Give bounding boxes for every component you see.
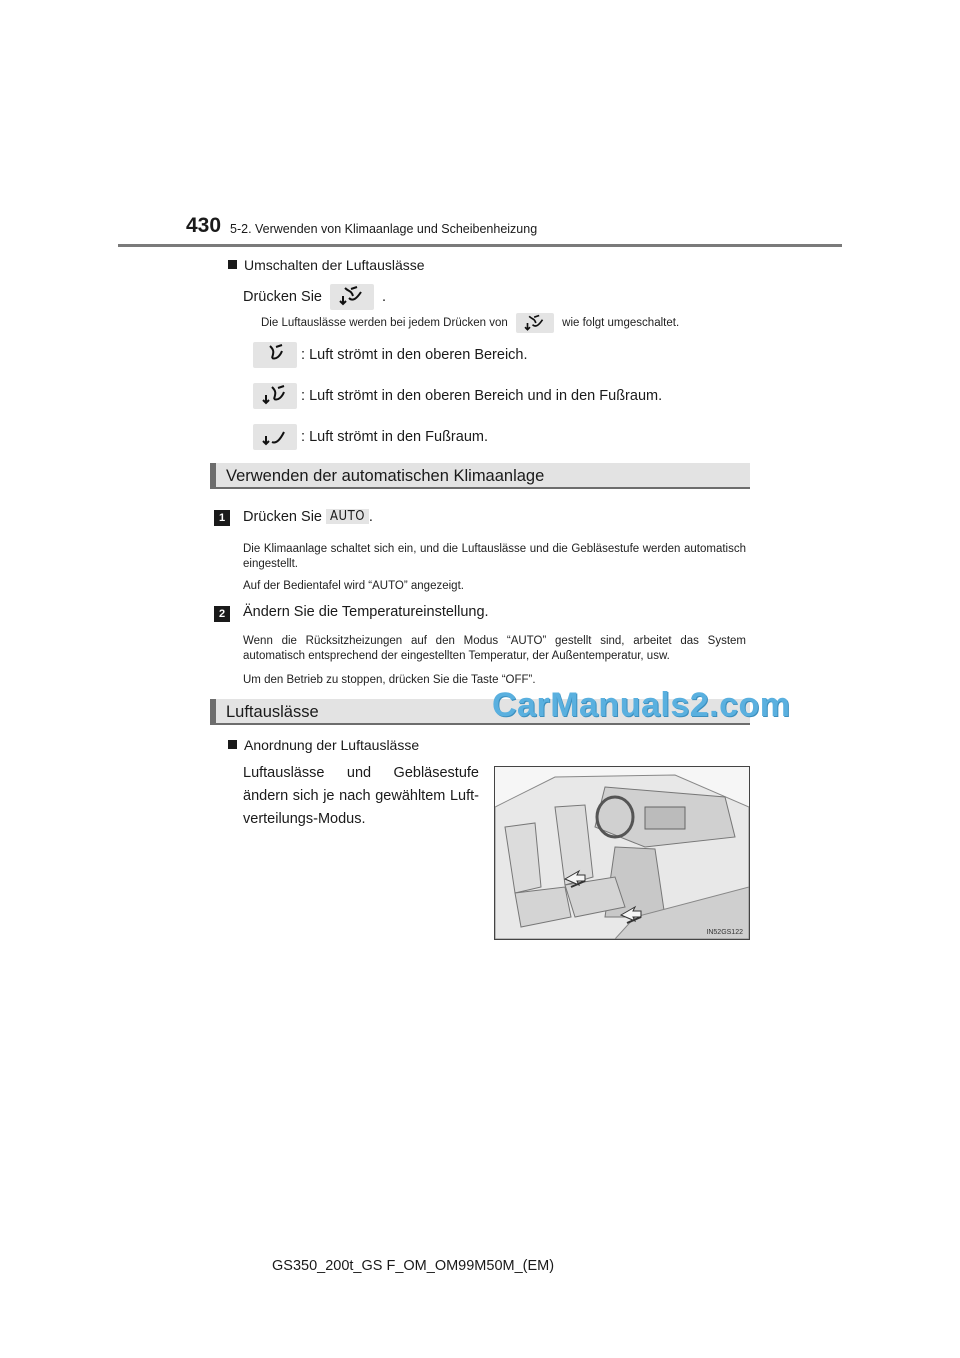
step-1-note: Die Klimaanlage schaltet sich ein, und die Luftauslässe und die Gebläsestufe werden automatisch eingestellt.	[243, 543, 746, 570]
auto-button-label: AUTO	[326, 509, 369, 524]
step-2-text: Ändern Sie die Temperatureinstellung.	[243, 604, 489, 620]
airflow-mode-button-icon	[516, 313, 554, 333]
watermark: CarManuals2.com	[492, 686, 791, 724]
step-1-text: Drücken Sie AUTO .	[243, 509, 373, 525]
header-rule	[118, 244, 842, 247]
footer-code: GS350_200t_GS F_OM_OM99M50M_(EM)	[272, 1258, 555, 1274]
square-bullet-icon	[228, 260, 237, 269]
section-bar-outlets: Luftauslässe	[210, 699, 750, 725]
car-interior-drawing-icon	[495, 767, 749, 939]
step-1-note: Auf der Bedientafel wird “AUTO” angezeigt.	[243, 580, 464, 592]
press-instruction: Drücken Sie .	[243, 284, 386, 310]
section-title: 5-2. Verwenden von Klimaanlage und Scheibenheizung	[230, 222, 538, 236]
airflow-upper-feet-icon	[253, 383, 297, 409]
car-interior-illustration	[494, 766, 750, 940]
step-2-note: Wenn die Rücksitzheizungen auf den Modus “AUTO” gestellt sind, arbeitet das System automatisch entsprechend der eingestellten Temperatur, der Außentemperatur, usw.	[243, 635, 746, 662]
airflow-upper-icon	[253, 342, 297, 368]
step-number: 1	[214, 510, 230, 526]
step-number: 2	[214, 606, 230, 622]
switching-heading: Umschalten der Luftauslässe	[228, 257, 425, 273]
mode-row-upper: : Luft strömt in den oberen Bereich.	[253, 342, 528, 368]
figure-code: IN52GS122	[706, 929, 743, 936]
mode-row-upper-feet: : Luft strömt in den oberen Bereich und in den Fußraum.	[253, 383, 662, 409]
page-number: 430	[186, 214, 222, 237]
step-2-note: Um den Betrieb zu stoppen, drücken Sie die Taste “OFF”.	[243, 674, 536, 686]
outlets-description: Luftauslässe und Gebläsestufe ändern sich je nach gewähltem Luft-verteilungs-Modus.	[243, 765, 479, 827]
square-bullet-icon	[228, 740, 237, 749]
airflow-mode-button-icon	[330, 284, 374, 310]
section-bar-auto: Verwenden der automatischen Klimaanlage	[210, 463, 750, 489]
airflow-feet-icon	[253, 424, 297, 450]
switching-description: Die Luftauslässe werden bei jedem Drücken von wie folgt umgeschaltet.	[261, 313, 679, 333]
outlets-subheading: Anordnung der Luftauslässe	[228, 737, 419, 753]
mode-row-feet: : Luft strömt in den Fußraum.	[253, 424, 488, 450]
